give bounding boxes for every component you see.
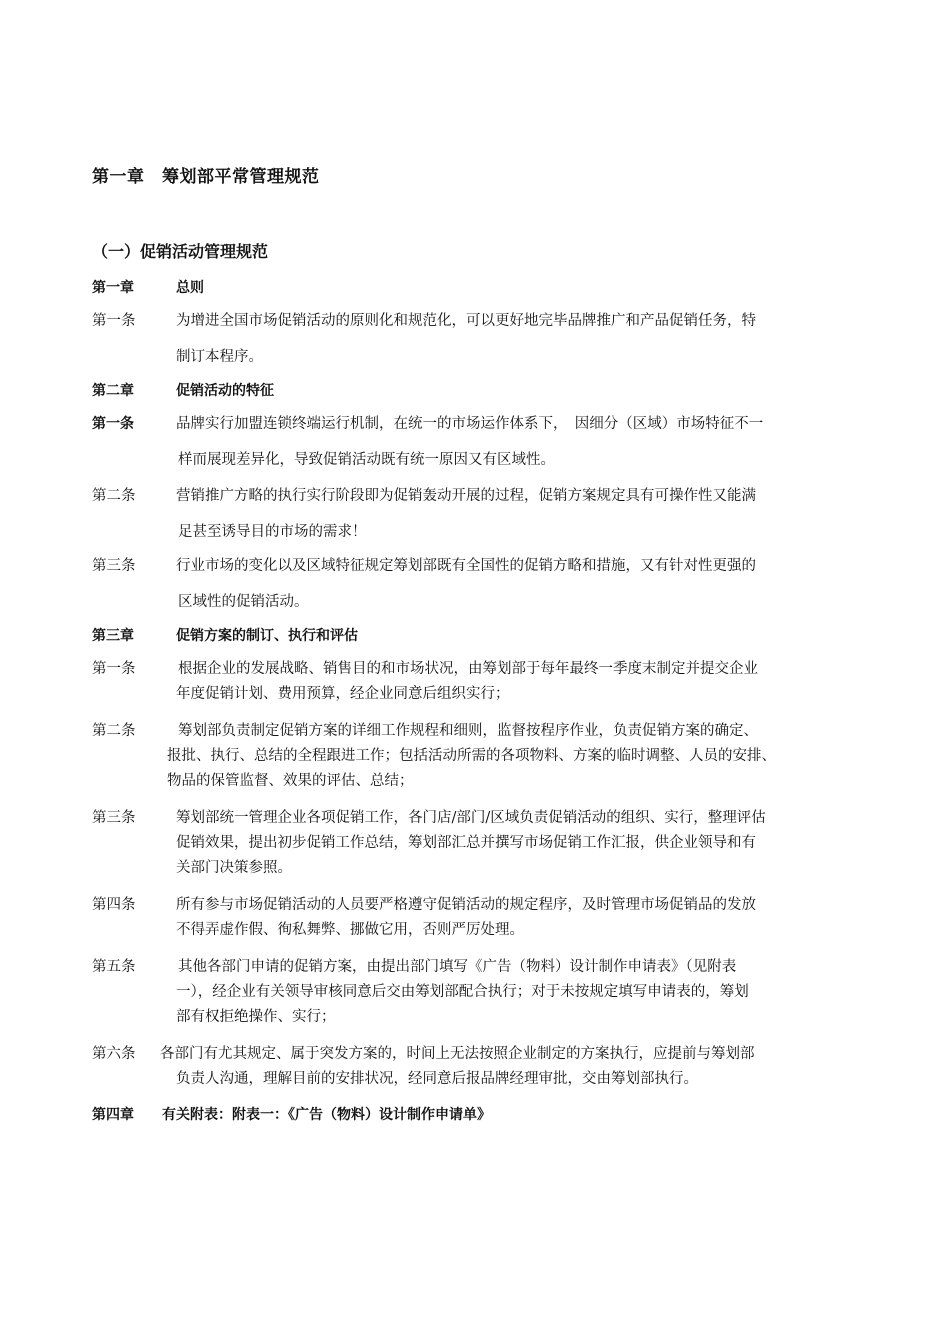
chapter-heading: 促销活动的特征 (176, 383, 274, 399)
article-line: 品牌实行加盟连锁终端运行机制，在统一的市场运作体系下， 因细分（区域）市场特征不一 (176, 416, 764, 432)
article-line: 为增进全国市场促销活动的原则化和规范化，可以更好地完毕品牌推广和产品促销任务，特 (176, 313, 756, 329)
article-line: 其他各部门申请的促销方案，由提出部门填写《广告（物料）设计制作申请表》（见附表 (178, 959, 737, 975)
chapter-heading: 总则 (176, 280, 204, 296)
article-line: 关部门决策参照。 (176, 860, 292, 876)
chapter-label: 第一章 (92, 280, 134, 296)
chapter-label: 第三章 (92, 628, 134, 644)
article-line: 一），经企业有关领导审核同意后交由筹划部配合执行；对于未按规定填写申请表的，筹划 (176, 984, 749, 1000)
article-label: 第一条 (92, 416, 134, 432)
article-line: 筹划部负责制定促销方案的详细工作规程和细则，监督按程序作业，负责促销方案的确定、 (178, 723, 758, 739)
article-line: 根据企业的发展战略、销售目的和市场状况，由筹划部于每年最终一季度末制定并提交企业 (178, 661, 758, 677)
article-line: 样而展现差异化，导致促销活动既有统一原因又有区域性。 (178, 452, 555, 468)
article-line: 制订本程序。 (176, 349, 263, 365)
article-line: 报批、执行、总结的全程跟进工作；包括活动所需的各项物料、方案的临时调整、人员的安排、 (167, 748, 776, 764)
article-line: 行业市场的变化以及区域特征规定筹划部既有全国性的促销方略和措施，又有针对性更强的 (176, 558, 756, 574)
article-line: 筹划部统一管理企业各项促销工作，各门店/部门/区域负责促销活动的组织、实行，整理评估 (176, 810, 766, 826)
article-label: 第二条 (92, 723, 136, 739)
article-line: 足甚至诱导目的市场的需求！ (178, 524, 367, 540)
article-line: 营销推广方略的执行实行阶段即为促销轰动开展的过程，促销方案规定具有可操作性又能满 (176, 488, 756, 504)
article-label: 第一条 (92, 661, 136, 677)
article-line: 部有权拒绝操作、实行； (176, 1009, 336, 1025)
article-line: 区域性的促销活动。 (178, 594, 309, 610)
article-line: 负责人沟通，理解目前的安排状况，经同意后报品牌经理审批，交由筹划部执行。 (176, 1071, 698, 1087)
chapter-label: 第四章 (92, 1107, 134, 1123)
article-label: 第四条 (92, 897, 136, 913)
article-line: 促销效果，提出初步促销工作总结，筹划部汇总并撰写市场促销工作汇报，供企业领导和有 (176, 835, 756, 851)
chapter-heading: 促销方案的制订、执行和评估 (176, 628, 358, 644)
article-label: 第一条 (92, 313, 136, 329)
chapter-heading: 有关附表：附表一：《广告（物料）设计制作申请单》 (162, 1107, 491, 1123)
article-label: 第五条 (92, 959, 136, 975)
article-line: 年度促销计划、费用预算，经企业同意后组织实行； (176, 686, 510, 702)
article-label: 第二条 (92, 488, 136, 504)
article-label: 第三条 (92, 810, 136, 826)
document-title: 第一章 筹划部平常管理规范 (92, 167, 320, 187)
article-line: 各部门有尤其规定、属于突发方案的，时间上无法按照企业制定的方案执行，应提前与筹划部 (160, 1046, 755, 1062)
article-label: 第六条 (92, 1046, 136, 1062)
article-line: 所有参与市场促销活动的人员要严格遵守促销活动的规定程序，及时管理市场促销品的发放 (176, 897, 756, 913)
section-subtitle: （一）促销活动管理规范 (92, 242, 269, 261)
article-label: 第三条 (92, 558, 136, 574)
article-line: 物品的保管监督、效果的评估、总结； (167, 773, 414, 789)
chapter-label: 第二章 (92, 383, 134, 399)
article-line: 不得弄虚作假、徇私舞弊、挪做它用，否则严厉处理。 (176, 922, 524, 938)
